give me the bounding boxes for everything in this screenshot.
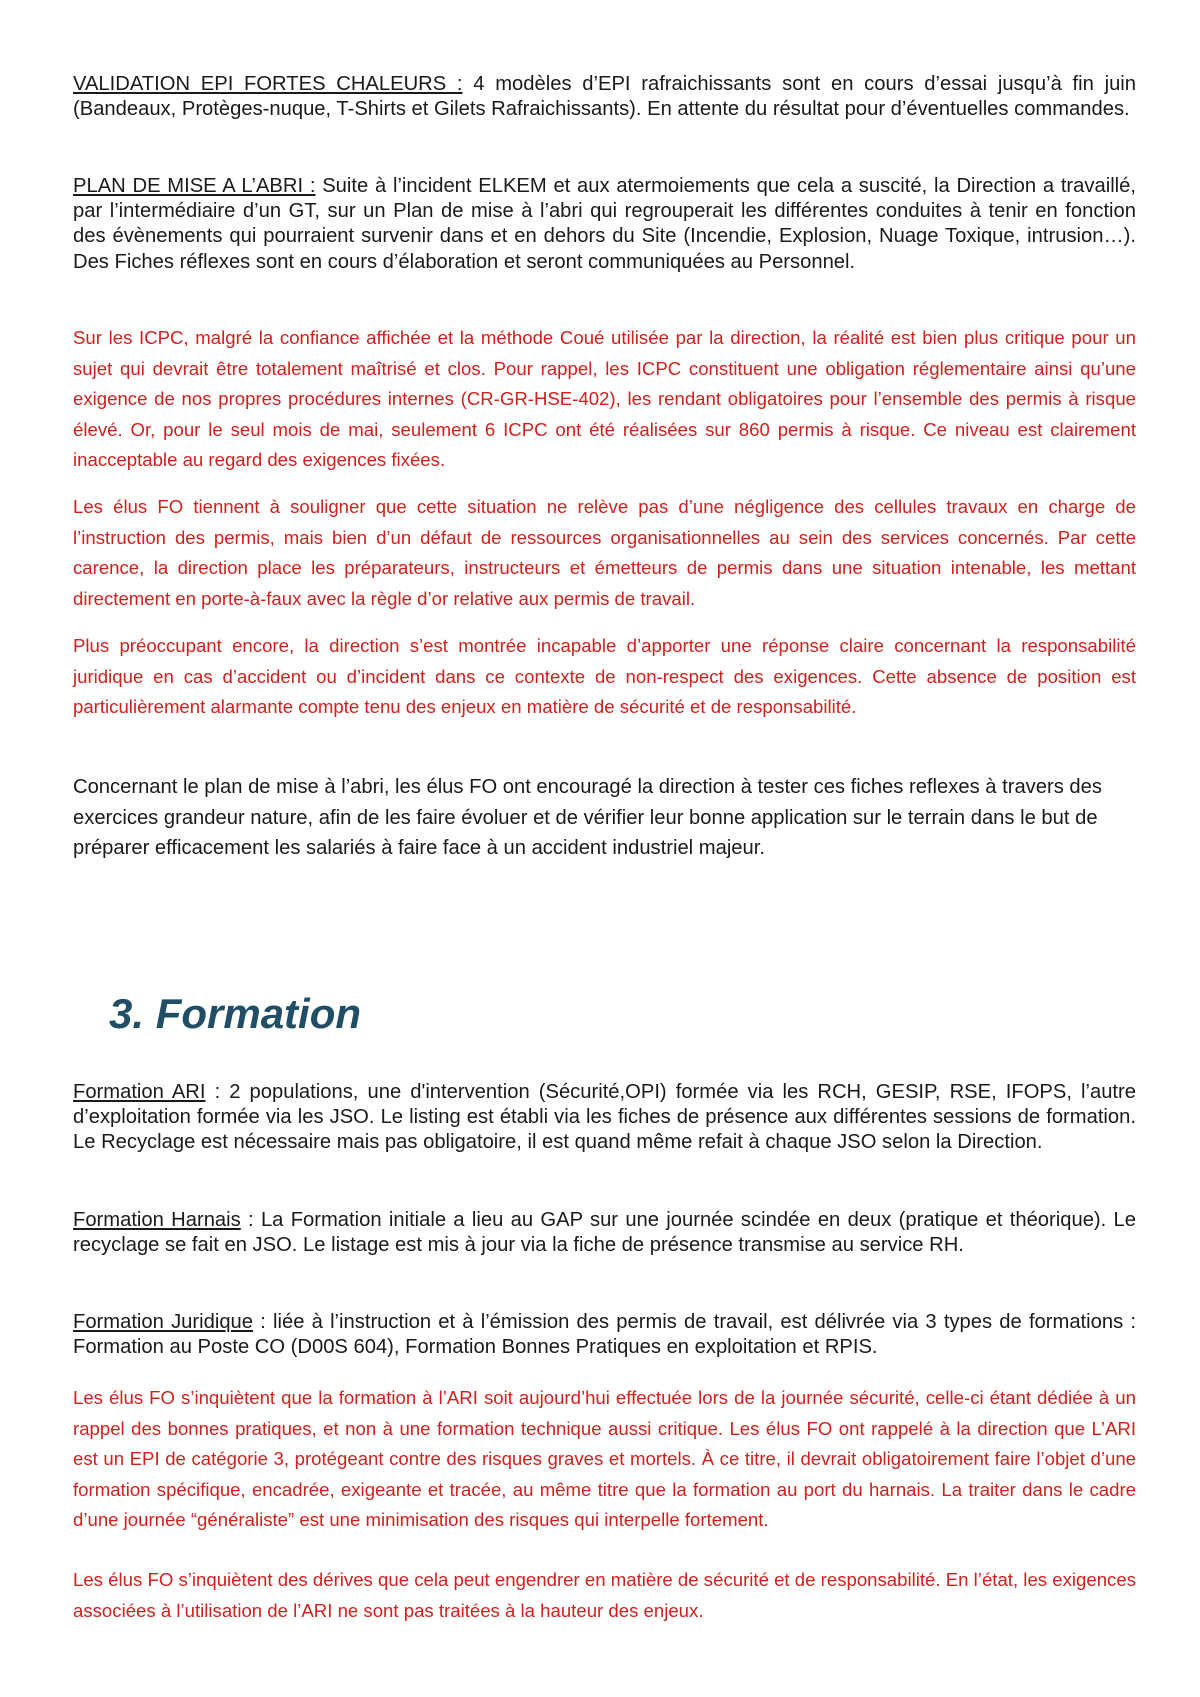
section-label-plan-mise-abri: PLAN DE MISE A L’ABRI : [73, 175, 316, 197]
paragraph-text: : liée à l’instruction et à l’émission des permis de travail, est délivrée via 3 types de formations : Formation au Poste CO (D00S 604), Formation Bonnes Pratiques en exploitation et RPIS. [73, 1311, 1136, 1359]
red-paragraph-derives: Les élus FO s’inquiètent des dérives que cela peut engendrer en matière de sécurité et de responsabilité. En l’état, les exigences associées à l’utilisation de l’ARI ne sont pas traitées à la hauteur des enjeux. [73, 1569, 1136, 1621]
paragraph-plan-mise-abri [73, 174, 1136, 275]
paragraph-formation-harnais [73, 1208, 1136, 1258]
paragraph-text: : La Formation initiale a lieu au GAP sur une journée scindée en deux (pratique et théorique). Le recyclage se fait en JSO. Le listage est mis à jour via la fiche de présence transmise au service RH. [73, 1209, 1137, 1257]
section-label-formation-ari: Formation ARI [73, 1081, 206, 1103]
paragraph-text: Suite à l’incident ELKEM et aux atermoiements que cela a suscité, la Direction a travaillé, par l’intermédiaire d’un GT, sur un Plan de mise à l’abri qui regrouperait les différentes conduites à tenir en fonction des évènements qui pourraient survenir dans et en dehors du Site (Incendie, Explosion, Nuage Toxique, intrusion…). Des Fiches réflexes sont en cours d’élaboration et seront communiquées au Personnel. [73, 175, 1136, 273]
red-paragraph-icpc: Sur les ICPC, malgré la confiance affichée et la méthode Coué utilisée par la direction, la réalité est bien plus critique pour un sujet qui devrait être totalement maîtrisé et clos. Pour rappel, les ICPC constituent une obligation réglementaire ainsi qu’une exigence de nos propres procédures internes (CR-GR-HSE-402), les rendant obligatoires pour l’ensemble des permis à risque élevé. Or, pour le seul mois de mai, seulement 6 ICPC ont été réalisées sur 860 permis à risque. Ce niveau est clairement inacceptable au regard des exigences fixées. [73, 327, 1136, 470]
paragraph-text: 4 modèles d’EPI rafraichissants sont en cours d’essai jusqu’à fin juin (Bandeaux, Protèges-nuque, T-Shirts et Gilets Rafraichissants). En attente du résultat pour d’éventuelles commandes. [73, 73, 1137, 121]
red-paragraph-responsabilite: Plus préoccupant encore, la direction s’est montrée incapable d’apporter une réponse claire concernant la responsabilité juridique en cas d’accident ou d’incident dans ce contexte de non-respect des exigences. Cette absence de position est particulièrement alarmante compte tenu des enjeux en matière de sécurité et de responsabilité. [73, 635, 1136, 717]
paragraph-plan-abri-conclusion: Concernant le plan de mise à l’abri, les élus FO ont encouragé la direction à tester ces fiches reflexes à travers des exercices grandeur nature, afin de les faire évoluer et de vérifier leur bonne application sur le terrain dans le but de préparer efficacement les salariés à faire face à un accident industriel majeur. [73, 776, 1102, 859]
paragraph-formation-ari [73, 1080, 1136, 1156]
section-heading-formation: 3. Formation [109, 990, 362, 1037]
section-label-formation-juridique: Formation Juridique [73, 1311, 253, 1333]
section-label-formation-harnais: Formation Harnais [73, 1209, 241, 1231]
section-label-validation-epi: VALIDATION EPI FORTES CHALEURS : [73, 73, 463, 95]
paragraph-text: : 2 populations, une d'intervention (Sécurité,OPI) formée via les RCH, GESIP, RSE, IFOPS, l’autre d’exploitation formée via les JSO. Le listing est établi via les fiches de présence aux différentes sessions de formation. Le Recyclage est nécessaire mais pas obligatoire, il est quand même refait à chaque JSO selon la Direction. [73, 1081, 1136, 1154]
red-paragraph-elus-fo-negligence: Les élus FO tiennent à souligner que cette situation ne relève pas d’une négligence des cellules travaux en charge de l’instruction des permis, mais bien d’un défaut de ressources organisationnelles au sein des services concernés. Par cette carence, la direction place les préparateurs, instructeurs et émetteurs de permis dans une situation intenable, les mettant directement en porte-à-faux avec la règle d’or relative aux permis de travail. [73, 496, 1136, 609]
paragraph-validation-epi [73, 72, 1136, 122]
red-paragraph-formation-ari: Les élus FO s’inquiètent que la formation à l’ARI soit aujourd’hui effectuée lors de la journée sécurité, celle-ci étant dédiée à un rappel des bonnes pratiques, et non à une formation technique aussi critique. Les élus FO ont rappelé à la direction que L’ARI est un EPI de catégorie 3, protégeant contre des risques graves et mortels. À ce titre, il devrait obligatoirement faire l’objet d’une formation spécifique, encadrée, exigeante et tracée, au même titre que la formation au port du harnais. La traiter dans le cadre d’une journée “généraliste” est une minimisation des risques qui interpelle fortement. [73, 1387, 1136, 1530]
paragraph-formation-juridique [73, 1310, 1136, 1360]
